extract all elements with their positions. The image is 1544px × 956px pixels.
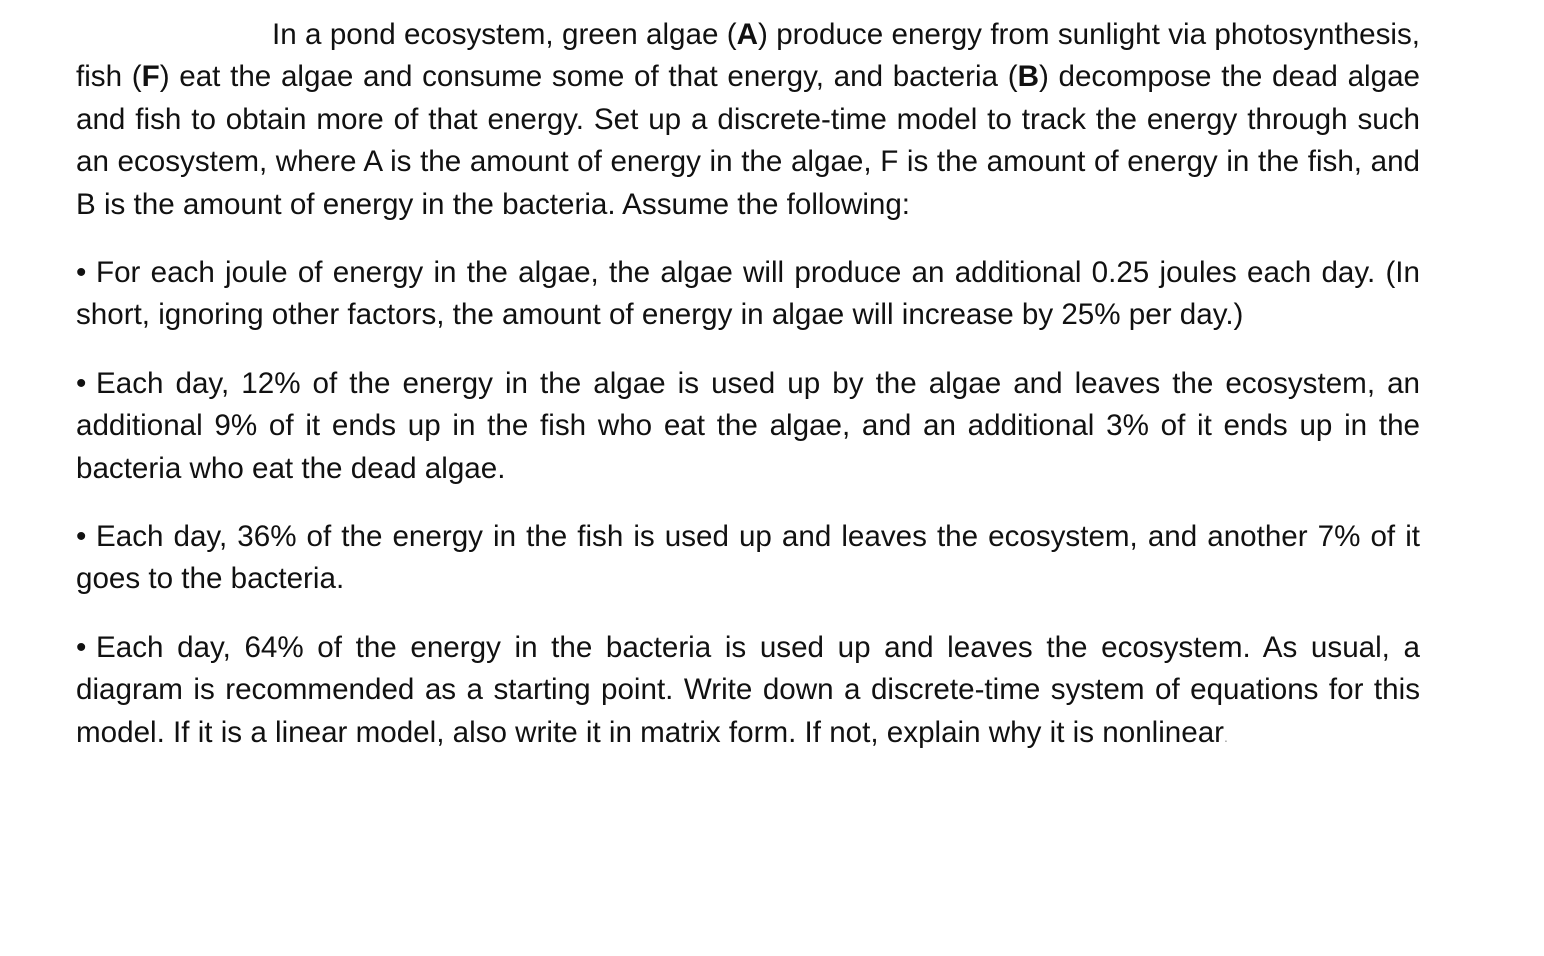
bullet-marker: • [76,366,87,400]
bacteria-symbol: B [1017,60,1039,94]
intro-text-2: ) produce energy from sunlight via photosynthesis, fish ( [76,18,1421,94]
algae-symbol: A [736,18,759,51]
bullet-algae-growth [76,252,1420,337]
bullet-fish-losses [76,516,1420,601]
bullet-marker: • [76,256,87,290]
bullet-text: Each day, 64% of the energy in the bacteria is used up and leaves the ecosystem. As usual, a diagram is recommended as a starting point. Write down a discrete-time system of equations for this model. If it is a linear model, also write it in matrix form. If not, explain why it is nonlinear [76,630,1420,749]
bullet-text: Each day, 12% of the energy in the algae is used up by the algae and leaves the ecosystem, an additional 9% of it ends up in the fish who eat the algae, and an additional 3% of it ends up in the bacteria who eat the dead algae. [76,366,1420,485]
fish-symbol: F [141,60,160,94]
bullet-marker: • [76,520,87,554]
bullet-text: Each day, 36% of the energy in the fish is used up and leaves the ecosystem, and another 7% of it goes to the bacteria. [76,520,1420,596]
intro-text-4: ) decompose the dead algae and fish to obtain more of that energy. Set up a discrete-time model to track the energy through such an ecosystem, where A is the amount of energy in the algae, F is the amount of energy in the fish, and B is the amount of energy in the bacteria. Assume the following: [76,60,1420,221]
problem-document [76,14,1420,758]
intro-text-3: ) eat the algae and consume some of that energy, and bacteria ( [159,60,1018,94]
bullet-marker: • [76,630,87,664]
bullet-algae-losses [76,363,1420,490]
final-period: . [1224,728,1228,745]
bullet-text: For each joule of energy in the algae, the algae will produce an additional 0.25 joules each day. (In short, ignoring other factors, the amount of energy in algae will increase by 25% per day.) [76,256,1420,332]
bullet-bacteria-losses [76,627,1420,758]
intro-paragraph [76,14,1420,226]
intro-text-1: In a pond ecosystem, green algae ( [272,18,737,51]
